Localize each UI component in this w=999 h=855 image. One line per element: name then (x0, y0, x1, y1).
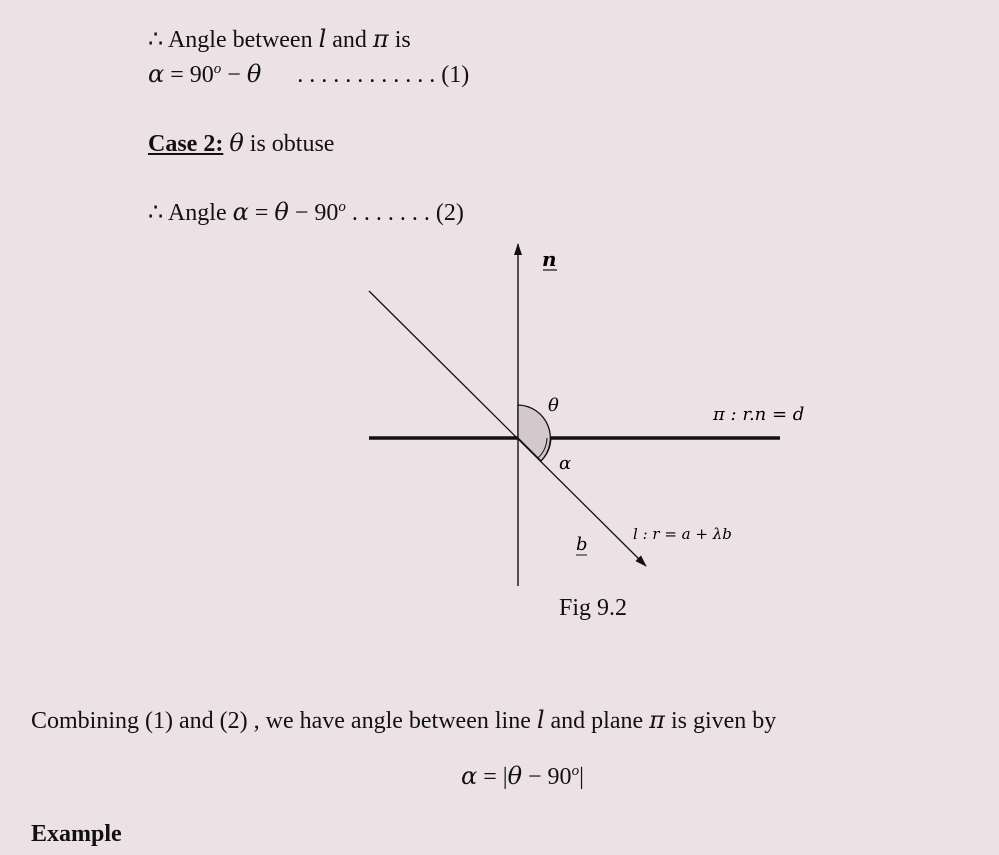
label-line-equation: l : r = a + λb (633, 525, 732, 543)
label-theta: θ (548, 395, 559, 416)
var-l: l (318, 25, 327, 53)
angle-sector (518, 405, 550, 461)
var-pi: π (372, 25, 389, 53)
text-segment: and (326, 27, 373, 53)
text-segment: Angle (167, 200, 233, 226)
text-segment: is given by (664, 708, 777, 734)
superscript: o (338, 199, 346, 215)
eq-part: | (579, 764, 584, 790)
eq-part: − 90 (522, 764, 572, 790)
text-segment: Angle between (167, 27, 319, 53)
eq-part: = (248, 200, 275, 226)
var-pi: π (649, 706, 665, 734)
eq-part: − (221, 62, 247, 88)
var-alpha: α (232, 198, 249, 226)
superscript: o (571, 763, 580, 779)
line-l (369, 291, 646, 566)
label-b: b (576, 534, 588, 555)
figure-caption: Fig 9.2 (559, 595, 628, 621)
final-formula (461, 762, 584, 791)
superscript: o (213, 61, 222, 77)
text-segment: is (388, 27, 411, 53)
eq-part: = 90 (164, 62, 214, 88)
var-theta: θ (246, 60, 262, 88)
example-heading: Example (31, 821, 122, 847)
text-segment: Combining (1) and (2) , we have angle between line (31, 708, 537, 734)
equation-number-dots: . . . . . . . . . . . . (1) (297, 62, 470, 88)
eq-part: = | (477, 764, 508, 790)
combining-statement (31, 706, 776, 735)
therefore-symbol: ∴ (148, 27, 164, 53)
var-theta: θ (229, 129, 244, 157)
label-plane-equation: π : r.n = d (713, 404, 805, 425)
var-theta: θ (274, 198, 289, 226)
text-segment: is obtuse (243, 131, 335, 157)
var-alpha: α (461, 762, 478, 790)
var-theta: θ (507, 762, 523, 790)
var-alpha: α (148, 60, 165, 88)
equation-number-dots: . . . . . . . (2) (345, 200, 464, 226)
eq-part: − 90 (288, 200, 339, 226)
text-segment: and plane (544, 708, 650, 734)
var-l: l (536, 706, 545, 734)
label-alpha: α (559, 453, 572, 474)
label-n: n (542, 247, 557, 271)
case-2-label: Case 2: (148, 131, 224, 157)
therefore-symbol: ∴ (148, 200, 164, 226)
